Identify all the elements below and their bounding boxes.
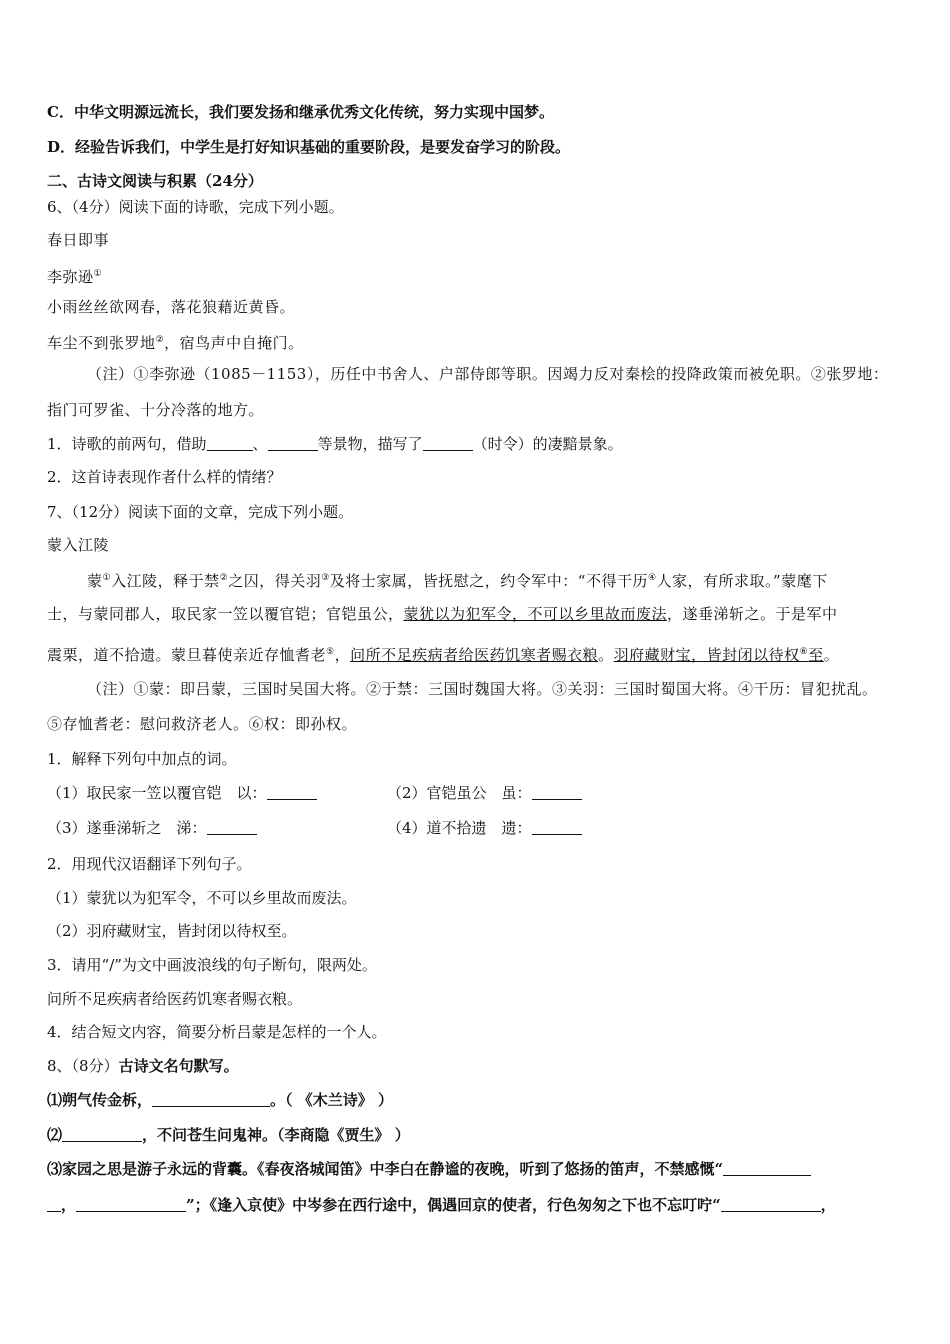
article-para-line-2: 士，与蒙同郡人，取民家一笠以覆官铠；官铠虽公，蒙犹以为犯军令，不可以乡里故而废法，遂垂涕斩之。于是军中 <box>47 605 838 623</box>
q7-sub4: 4．结合短文内容，简要分析吕蒙是怎样的一个人。 <box>47 1023 387 1041</box>
article-note: （注）①蒙：即吕蒙，三国时吴国大将。②于禁：三国时魏国大将。③关羽：三国时蜀国大将。④干历：冒犯扰乱。 <box>87 680 878 698</box>
poem-line-1: 小雨丝丝欲网春，落花狼藉近黄昏。 <box>47 298 296 316</box>
article-para-line-3: 震栗，道不拾遗。蒙旦暮使亲近存恤耆老⑤，问所不足疾病者给医药饥寒者赐衣粮。羽府藏财宝，皆封闭以待权⑥至。 <box>47 646 840 664</box>
poem-note-cont: 指门可罗雀、十分冷落的地方。 <box>47 401 265 419</box>
q7-sub2-item-1: （1）蒙犹以为犯军令，不可以乡里故而废法。 <box>47 889 357 907</box>
option-d: D．经验告诉我们，中学生是打好知识基础的重要阶段，是要发奋学习的阶段。 <box>47 138 571 156</box>
q7-sub3-text: 问所不足疾病者给医药饥寒者赐衣粮。 <box>47 990 303 1008</box>
q8-line-2: ⑵ ，不问苍生问鬼神。（李商隐《贾生》 ） <box>47 1126 410 1144</box>
q8-line-1: ⑴朔气传金柝， 。（ 《木兰诗》 ） <box>47 1091 393 1109</box>
article-para-line-1: 蒙①入江陵，释于禁②之囚，得关羽③及将士家属，皆抚慰之，约令军中：“不得干历④人家，有所求取。”蒙麾下 <box>87 572 828 590</box>
q8-line-3: ⑶家园之思是游子永远的背囊。《春夜洛城闻笛》中李白在静谧的夜晚，听到了悠扬的笛声，不禁感慨“ <box>47 1159 811 1179</box>
q7-sub2: 2．用现代汉语翻译下列句子。 <box>47 855 252 873</box>
q7-sub1-item-1: （1）取民家一笠以覆官铠 以： <box>47 783 317 803</box>
q7-stem: 7、（12分）阅读下面的文章，完成下列小题。 <box>47 503 354 521</box>
poem-note: （注）①李弥逊（1085－1153），历任中书舍人、户部侍郎等职。因竭力反对秦桧的投降政策而被免职。②张罗地： <box>87 365 889 383</box>
q8-stem: 8、（8分）古诗文名句默写。 <box>47 1057 239 1075</box>
q7-sub3: 3．请用“/”为文中画波浪线的句子断句，限两处。 <box>47 956 377 974</box>
q8-line-4: ， ”；《逢入京使》中岑参在西行途中，偶遇回京的使者，行色匆匆之下也不忘叮咛“ ， <box>47 1195 836 1215</box>
poem-title: 春日即事 <box>47 231 110 249</box>
section-title: 二、古诗文阅读与积累（24分） <box>47 172 263 190</box>
q7-sub2-item-2: （2）羽府藏财宝，皆封闭以待权至。 <box>47 922 297 940</box>
q7-sub1-item-3: （3）遂垂涕斩之 涕： <box>47 818 257 838</box>
q6-sub2: 2．这首诗表现作者什么样的情绪？ <box>47 468 282 486</box>
q7-sub1-item-4: （4）道不拾遗 遗： <box>387 818 582 838</box>
poem-line-2: 车尘不到张罗地②，宿鸟声中自掩门。 <box>47 334 304 352</box>
option-c: C．中华文明源远流长，我们要发扬和继承优秀文化传统，努力实现中国梦。 <box>47 103 554 121</box>
q7-sub1: 1．解释下列句中加点的词。 <box>47 750 237 768</box>
q6-sub1: 1．诗歌的前两句，借助 、 等景物，描写了 （时令）的凄黯景象。 <box>47 435 623 453</box>
article-title: 蒙入江陵 <box>47 536 110 554</box>
article-note-cont: ⑤存恤耆老：慰问救济老人。⑥权：即孙权。 <box>47 715 358 733</box>
q6-stem: 6、（4分）阅读下面的诗歌，完成下列小题。 <box>47 198 344 216</box>
q7-sub1-item-2: （2）官铠虽公 虽： <box>387 783 582 803</box>
poem-author: 李弥逊① <box>47 268 103 286</box>
